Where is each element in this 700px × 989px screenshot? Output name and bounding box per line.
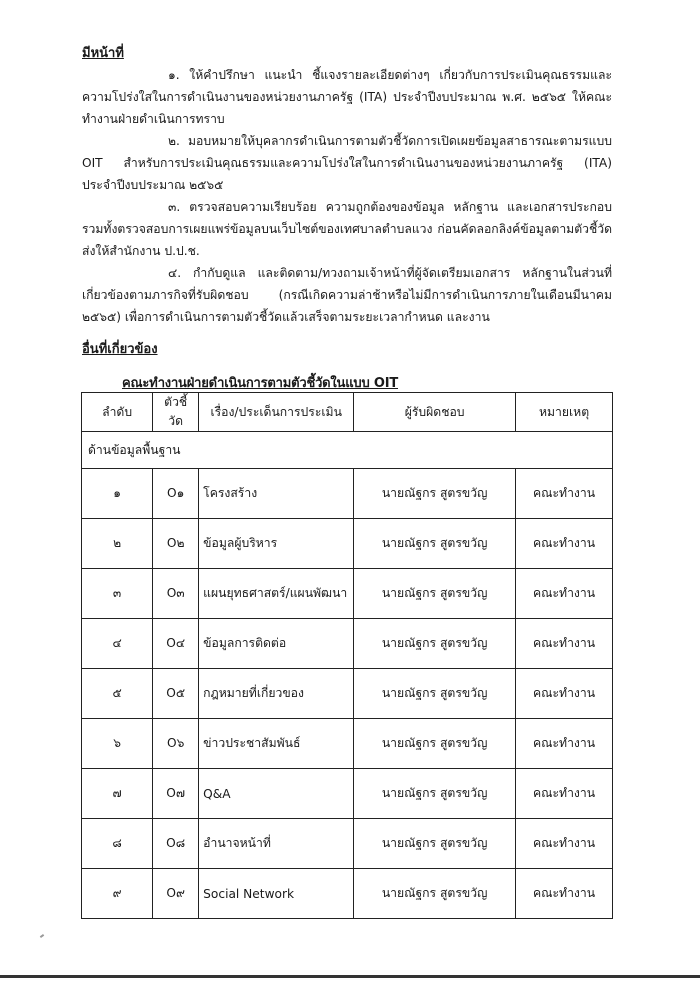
cell-topic: แผนยุทธศาสตร์/แผนพัฒนา	[199, 569, 354, 619]
cell-note: คณะทำงาน	[516, 769, 613, 819]
cell-responsible: นายณัฐกร สูตรขวัญ	[354, 569, 516, 619]
cell-topic: ข้อมูลผู้บริหาร	[199, 519, 354, 569]
cell-responsible: นายณัฐกร สูตรขวัญ	[354, 769, 516, 819]
duty-item-4-text: ๔. กำกับดูแล และติดตาม/ทวงถามเจ้าหน้าที่ผู้จัดเตรียมเอกสาร หลักฐานในส่วนที่เกี่ยวข้องตามภารกิจที่รับผิดชอบ (กรณีเกิดความล่าช้าหรือไม่มีการดำเนินการภายในเดือนมีนาคม ๒๕๖๕) เพื่อการดำเนินการตามตัวชี้วัดแล้วเสร็จตามระยะเวลากำหนด และงาน	[82, 266, 612, 324]
cell-responsible: นายณัฐกร สูตรขวัญ	[354, 519, 516, 569]
cell-note: คณะทำงาน	[516, 469, 613, 519]
table-row	[82, 469, 613, 519]
cell-no: ๒	[82, 519, 153, 569]
cell-note: คณะทำงาน	[516, 819, 613, 869]
header-topic: เรื่อง/ประเด็นการประเมิน	[199, 393, 354, 432]
cell-topic: ข้อมูลการติดต่อ	[199, 619, 354, 669]
cell-note: คณะทำงาน	[516, 619, 613, 669]
cell-no: ๙	[82, 869, 153, 919]
header-indicator: ตัวชี้วัด	[153, 393, 199, 432]
cell-no: ๘	[82, 819, 153, 869]
cell-indicator: O๙	[153, 869, 199, 919]
duties-heading: มีหน้าที่	[82, 46, 124, 61]
table-row	[82, 519, 613, 569]
scan-speck	[40, 934, 44, 938]
table-row	[82, 819, 613, 869]
cell-note: คณะทำงาน	[516, 569, 613, 619]
footer-rule	[0, 975, 700, 978]
cell-no: ๗	[82, 769, 153, 819]
cell-topic: Q&A	[199, 769, 354, 819]
duty-item-3-text: ๓. ตรวจสอบความเรียบร้อย ความถูกต้องของข้อมูล หลักฐาน และเอกสารประกอบ รวมทั้งตรวจสอบการเผยแพร่ข้อมูลบนเว็บไซต์ของเทศบาลตำบลแวง ก่อนคัดลอกลิงค์ข้อมูลตามตัวชี้วัดส่งให้สำนักงาน ป.ป.ช.	[82, 200, 612, 258]
table-row	[82, 769, 613, 819]
cell-note: คณะทำงาน	[516, 869, 613, 919]
header-note: หมายเหตุ	[516, 393, 613, 432]
cell-indicator: O๕	[153, 669, 199, 719]
cell-responsible: นายณัฐกร สูตรขวัญ	[354, 469, 516, 519]
duty-item-4	[82, 262, 612, 328]
table-row	[82, 869, 613, 919]
cell-indicator: O๘	[153, 819, 199, 869]
cell-no: ๖	[82, 719, 153, 769]
table-row	[82, 669, 613, 719]
cell-responsible: นายณัฐกร สูตรขวัญ	[354, 669, 516, 719]
duty-item-1-text: ๑. ให้คำปรึกษา แนะนำ ชี้แจงรายละเอียดต่างๆ เกี่ยวกับการประเมินคุณธรรมและความโปร่งใสในการดำเนินงานของหน่วยงานภาครัฐ (ITA) ประจำปีงบประมาณ พ.ศ. ๒๕๖๕ ให้คณะทำงานฝ่ายดำเนินการทราบ	[82, 68, 612, 126]
cell-responsible: นายณัฐกร สูตรขวัญ	[354, 819, 516, 869]
cell-responsible: นายณัฐกร สูตรขวัญ	[354, 619, 516, 669]
cell-no: ๕	[82, 669, 153, 719]
cell-indicator: O๑	[153, 469, 199, 519]
cell-topic: อำนาจหน้าที่	[199, 819, 354, 869]
cell-indicator: O๔	[153, 619, 199, 669]
oit-team-table	[81, 392, 613, 919]
table-row	[82, 619, 613, 669]
table-title: คณะทำงานฝ่ายดำเนินการตามตัวชี้วัดในแบบ OIT	[122, 376, 399, 391]
cell-responsible: นายณัฐกร สูตรขวัญ	[354, 719, 516, 769]
cell-no: ๔	[82, 619, 153, 669]
duty-item-1	[82, 64, 612, 130]
cell-note: คณะทำงาน	[516, 669, 613, 719]
cell-no: ๑	[82, 469, 153, 519]
duty-item-2-text: ๒. มอบหมายให้บุคลากรดำเนินการตามตัวชี้วัดการเปิดเผยข้อมูลสาธารณะตามรแบบ OIT สำหรับการประเมินคุณธรรมและความโปร่งใสในการดำเนินงานของหน่วยงานภาครัฐ (ITA) ประจำปีงบประมาณ ๒๕๖๕	[82, 134, 612, 192]
cell-indicator: O๗	[153, 769, 199, 819]
table-row	[82, 719, 613, 769]
section-label: ด้านข้อมูลพื้นฐาน	[82, 432, 613, 469]
other-related-heading: อื่นที่เกี่ยวข้อง	[82, 342, 158, 357]
table-row	[82, 569, 613, 619]
cell-note: คณะทำงาน	[516, 719, 613, 769]
duty-item-3	[82, 196, 612, 262]
header-no: ลำดับ	[82, 393, 153, 432]
duty-item-2	[82, 130, 612, 196]
cell-topic: Social Network	[199, 869, 354, 919]
table-header-row	[82, 393, 613, 432]
section-row	[82, 432, 613, 469]
cell-indicator: O๓	[153, 569, 199, 619]
header-responsible: ผู้รับผิดชอบ	[354, 393, 516, 432]
cell-topic: ข่าวประชาสัมพันธ์	[199, 719, 354, 769]
cell-topic: โครงสร้าง	[199, 469, 354, 519]
cell-topic: กฎหมายที่เกี่ยวของ	[199, 669, 354, 719]
cell-indicator: O๒	[153, 519, 199, 569]
cell-note: คณะทำงาน	[516, 519, 613, 569]
cell-indicator: O๖	[153, 719, 199, 769]
cell-no: ๓	[82, 569, 153, 619]
cell-responsible: นายณัฐกร สูตรขวัญ	[354, 869, 516, 919]
